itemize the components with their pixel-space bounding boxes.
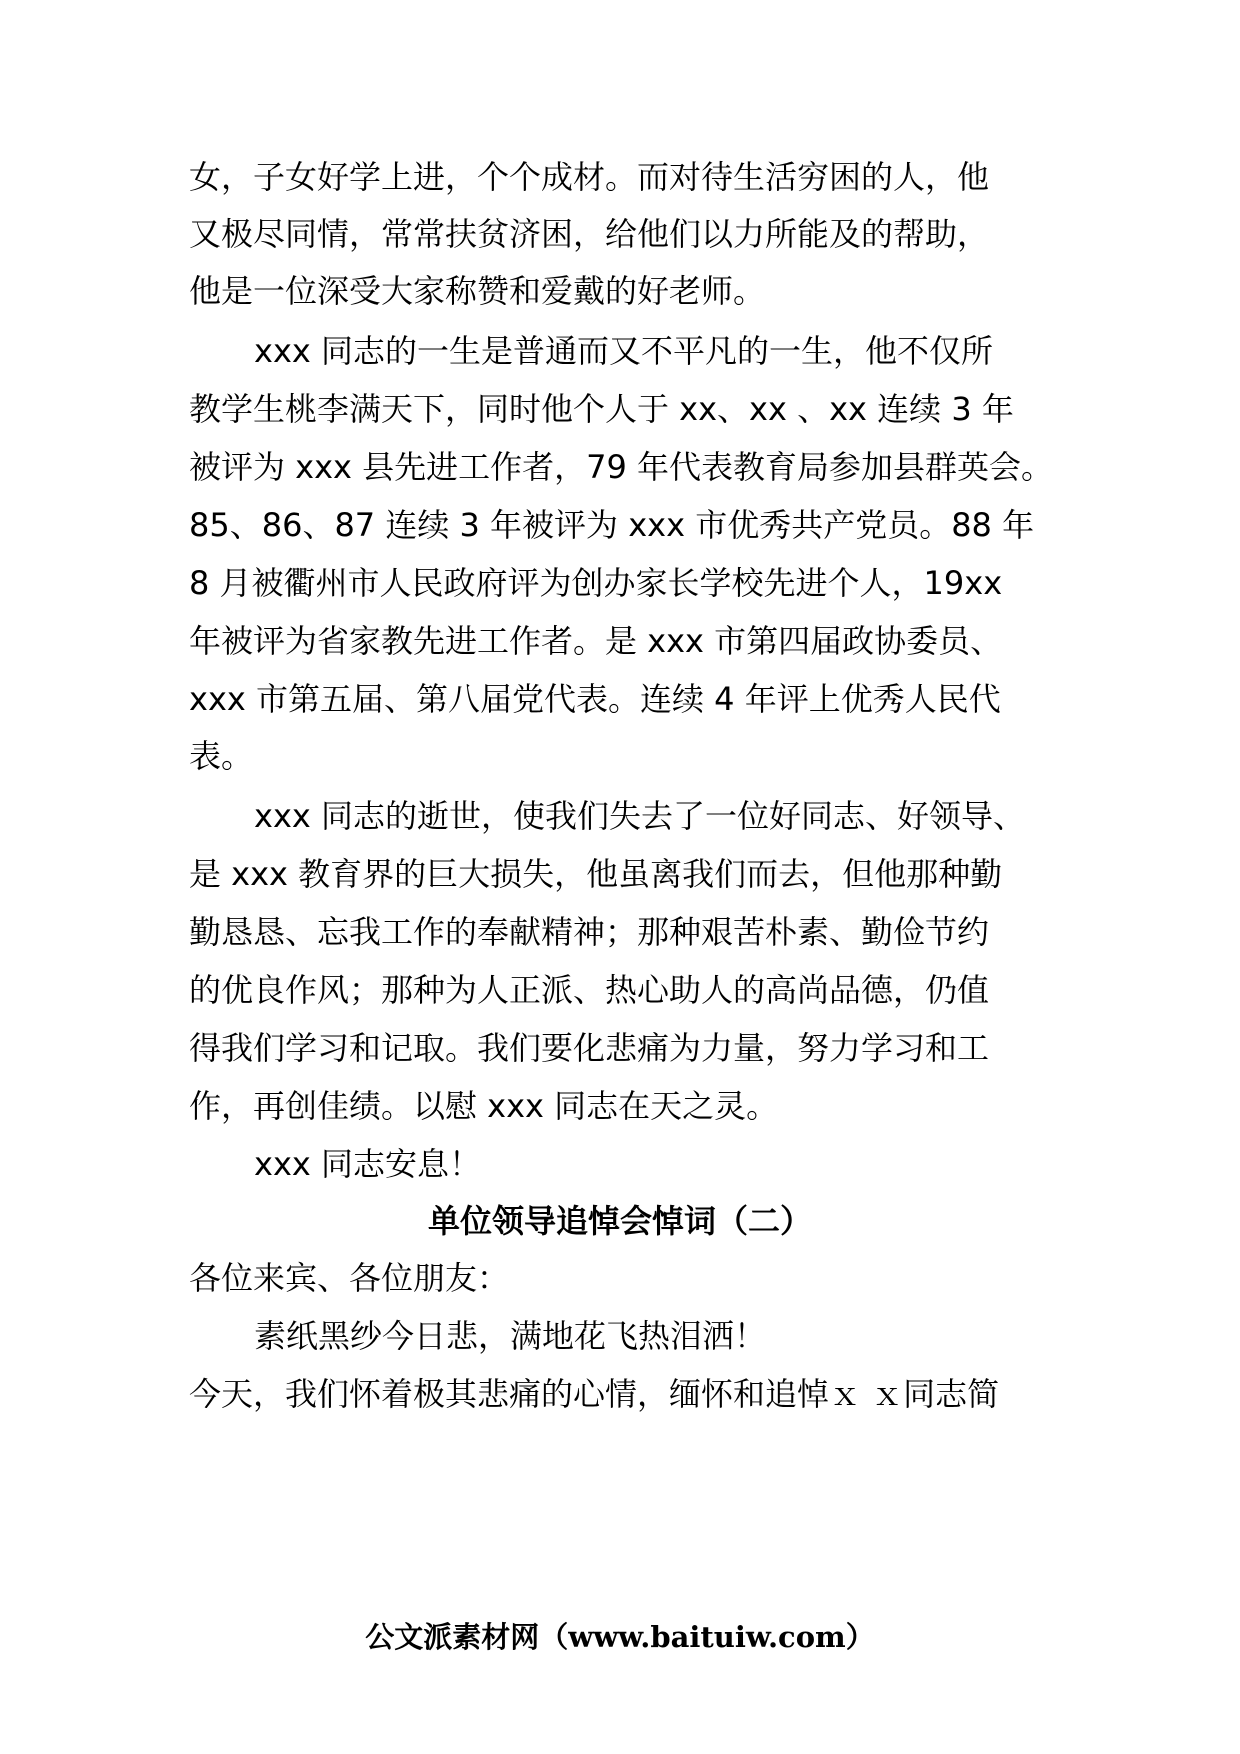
body-text-line: 8 月被衢州市人民政府评为创办家长学校先进个人，19xx bbox=[189, 564, 1003, 602]
body-text-line: xxx 市第五届、第八届党代表。连续 4 年评上优秀人民代 bbox=[189, 680, 1001, 718]
body-text-line: 又极尽同情，常常扶贫济困，给他们以力所能及的帮助， bbox=[189, 215, 990, 253]
body-text-line: 的优良作风；那种为人正派、热心助人的高尚品德，仍值 bbox=[189, 971, 990, 1009]
body-text-line: 被评为 xxx 县先进工作者，79 年代表教育局参加县群英会。 bbox=[189, 448, 1054, 486]
body-text-line: 得我们学习和记取。我们要化悲痛为力量，努力学习和工 bbox=[189, 1029, 990, 1067]
body-text-line: 表。 bbox=[189, 737, 254, 775]
body-text-line: 教学生桃李满天下，同时他个人于 xx、xx 、xx 连续 3 年 bbox=[189, 390, 1014, 428]
body-text-line: 作，再创佳绩。以慰 xxx 同志在天之灵。 bbox=[189, 1087, 779, 1125]
body-text-line: 他是一位深受大家称赞和爱戴的好老师。 bbox=[189, 272, 766, 310]
body-text-line: 年被评为省家教先进工作者。是 xxx 市第四届政协委员、 bbox=[189, 622, 1003, 660]
paragraph-start-line: xxx 同志的逝世，使我们失去了一位好同志、好领导、 bbox=[254, 797, 1025, 835]
body-text-line: 勤恳恳、忘我工作的奉献精神；那种艰苦朴素、勤俭节约 bbox=[189, 913, 990, 951]
body-text-line: 女，子女好学上进，个个成材。而对待生活穷困的人，他 bbox=[189, 158, 990, 196]
salutation: 各位来宾、各位朋友： bbox=[189, 1259, 510, 1297]
paragraph-start-line: xxx 同志的一生是普通而又不平凡的一生，他不仅所 bbox=[254, 332, 993, 370]
body-text-line: 85、86、87 连续 3 年被评为 xxx 市优秀共产党员。88 年 bbox=[189, 506, 1035, 544]
couplet-line: 素纸黑纱今日悲，满地花飞热泪洒！ bbox=[254, 1317, 767, 1355]
body-text-line: 今天，我们怀着极其悲痛的心情，缅怀和追悼ｘ ｘ同志简 bbox=[189, 1375, 1000, 1413]
footer-watermark: 公文派素材网（www.baituiw.com） bbox=[365, 1620, 875, 1654]
section-title: 单位领导追悼会悼词（二） bbox=[427, 1202, 812, 1240]
closing-line: xxx 同志安息！ bbox=[254, 1145, 481, 1183]
body-text-line: 是 xxx 教育界的巨大损失，他虽离我们而去，但他那种勤 bbox=[189, 855, 1003, 893]
